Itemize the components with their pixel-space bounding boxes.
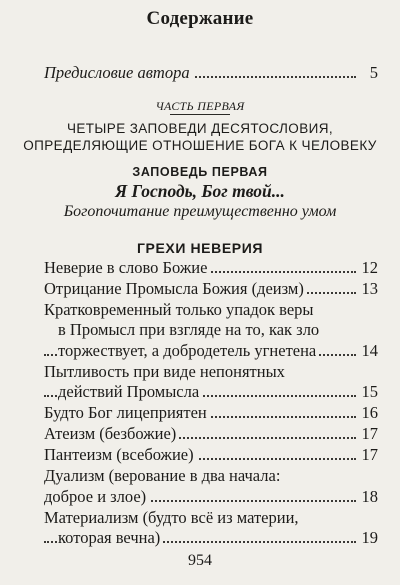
toc-entry-label: Неверие в слово Божие [44,258,210,278]
toc-entry [44,341,378,361]
toc-entry-page: 15 [358,382,379,402]
toc-title: Содержание [146,8,254,29]
toc-entry-label: которая вечна) [58,528,163,548]
toc-entry-line: Дуализм (верование в два начала: [44,466,281,485]
part-heading-line1: ЧЕТЫРЕ ЗАПОВЕДИ ДЕСЯТОСЛОВИЯ, [66,121,334,136]
toc-entry [44,487,378,507]
toc-entry-page: 17 [358,445,379,465]
toc-entry [44,279,378,299]
toc-entry-label: Предисловие автора [44,63,193,83]
toc-entry-page: 5 [366,63,378,83]
toc-entry [44,528,378,548]
section-heading: ГРЕХИ НЕВЕРИЯ [136,240,264,256]
toc-entry-label: доброе и злое) [44,487,149,507]
toc-entry-page: 19 [358,528,379,548]
commandment-text: Я Господь, Бог твой... [115,181,285,201]
toc-entry-label: Будто Бог лицеприятен [44,403,210,423]
toc-entry [44,403,378,423]
toc-entry-page: 16 [358,403,379,423]
toc-entry-label: действий Промысла [58,382,202,402]
commandment-label: ЗАПОВЕДЬ ПЕРВАЯ [132,165,268,179]
part-label-underline [170,114,230,115]
commandment-subtitle: Богопочитание преимущественно умом [63,203,337,220]
toc-entry-page: 14 [358,341,379,361]
part-label: ЧАСТЬ ПЕРВАЯ [155,99,245,113]
toc-entry-page: 17 [358,424,379,444]
toc-entry-line: Пытливость при виде непонятных [44,362,285,381]
toc-entry-line: Материализм (будто всё из материи, [44,508,299,527]
toc-entry [44,445,378,465]
toc-entry-label: Пантеизм (всебожие) [44,445,197,465]
toc-entry-preface [44,63,378,83]
toc-entry-label: торжествует, а добродетель угнетена [58,341,319,361]
toc-entry [44,424,378,444]
toc-entry-line: в Промысл при взгляде на то, как зло [58,320,320,339]
toc-entry-page: 13 [358,279,379,299]
part-heading-line2: ОПРЕДЕЛЯЮЩИЕ ОТНОШЕНИЕ БОГА К ЧЕЛОВЕКУ [23,138,377,153]
toc-entry-page: 18 [358,487,379,507]
toc-entry-label: Отрицание Промысла Божия (деизм) [44,279,307,299]
toc-entry-line: Кратковременный только упадок веры [44,300,314,319]
toc-entry-page: 12 [358,258,379,278]
toc-entry [44,382,378,402]
toc-entry-label: Атеизм (безбожие) [44,424,179,444]
page-number: 954 [188,552,212,569]
toc-entry [44,258,378,278]
